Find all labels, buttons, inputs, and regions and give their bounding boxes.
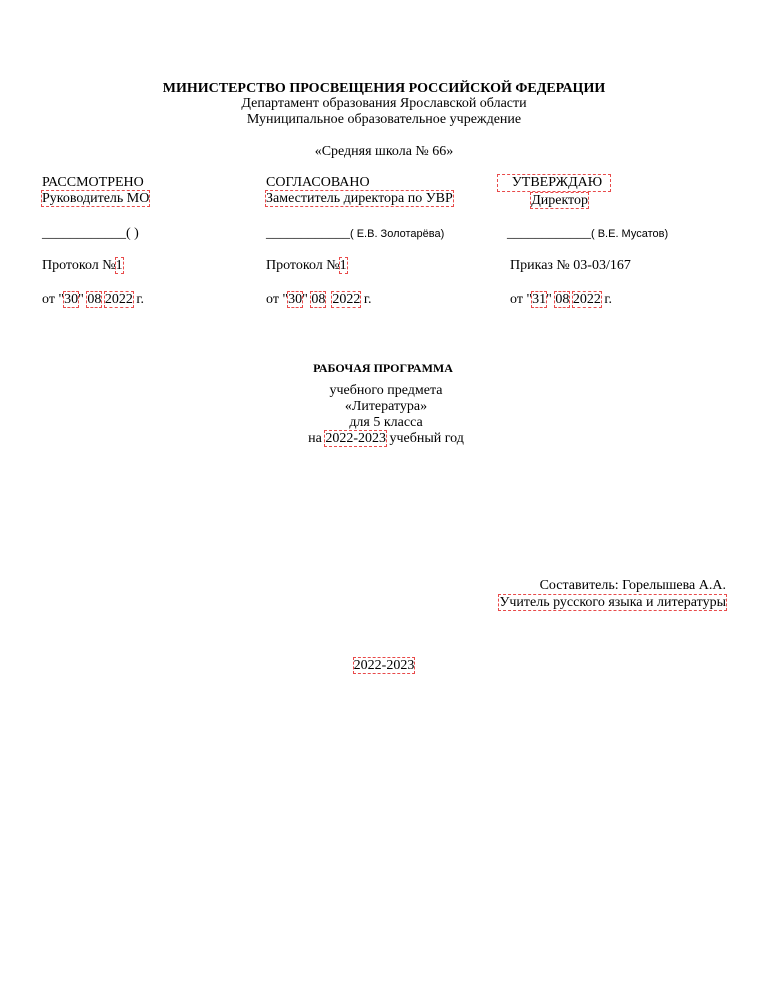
col1-protocol-label: Протокол №: [42, 258, 116, 273]
col1-date: [42, 292, 144, 308]
col1-date-year: 2022: [104, 292, 133, 307]
program-title: РАБОЧАЯ ПРОГРАММА: [313, 361, 453, 375]
program-subject-line: учебного предмета: [329, 383, 443, 398]
col3-role: [492, 193, 588, 209]
footer-years-text: 2022-2023: [353, 658, 415, 673]
col2-role-text: Заместитель директора по УВР: [266, 191, 453, 206]
col1-heading: РАССМОТРЕНО: [42, 175, 144, 190]
program-class: для 5 класса: [349, 415, 423, 430]
col2-date-day-suffix: ": [302, 292, 312, 307]
col1-date-day: 30: [64, 292, 79, 307]
col3-date-prefix: от ": [510, 292, 533, 307]
footer-years: [0, 658, 768, 674]
col1-protocol: [42, 258, 123, 274]
col2-heading: СОГЛАСОВАНО: [266, 175, 370, 190]
institution-line: Муниципальное образовательное учреждение: [246, 112, 522, 127]
col3-role-text: Директор: [531, 193, 588, 208]
program-year-range: 2022-2023: [325, 431, 386, 446]
col1-date-suffix: г.: [132, 292, 145, 307]
col2-date-year: 2022: [332, 292, 361, 307]
col3-heading-text: УТВЕРЖДАЮ: [498, 175, 610, 191]
col3-date-year: 2022: [572, 292, 601, 307]
col3-date-day: 31: [532, 292, 547, 307]
col1-date-prefix: от ": [42, 292, 65, 307]
col1-role: [42, 191, 149, 207]
col2-protocol-label: Протокол №: [266, 258, 340, 273]
school-name: «Средняя школа № 66»: [314, 144, 454, 159]
col2-signature: [266, 226, 444, 242]
col2-date-day: 30: [288, 292, 303, 307]
col2-date: [266, 292, 372, 308]
col3-order: Приказ № 03-03/167: [510, 258, 631, 273]
col2-role: [266, 191, 453, 207]
col3-date-day-suffix: ": [546, 292, 556, 307]
col2-protocol-number: 1: [339, 258, 347, 273]
col2-date-prefix: от ": [266, 292, 289, 307]
col3-date: [510, 292, 612, 308]
col1-date-day-suffix: ": [78, 292, 88, 307]
author-position-text: Учитель русского языка и литературы: [499, 595, 726, 610]
col3-date-month: 08: [555, 292, 570, 307]
col2-signature-line: ____________: [266, 226, 350, 241]
ministry-title: МИНИСТЕРСТВО ПРОСВЕЩЕНИЯ РОССИЙСКОЙ ФЕДЕРАЦИИ: [162, 81, 606, 96]
col2-protocol: [266, 258, 347, 274]
program-year-prefix: на: [308, 431, 326, 446]
col1-signature: ____________( ): [42, 226, 139, 241]
col1-role-text: Руководитель МО: [42, 191, 150, 206]
compiler-line: Составитель: Горелышева А.А.: [539, 578, 726, 593]
col3-signature-name: ( В.Е. Мусатов): [591, 228, 669, 240]
col2-date-suffix: г.: [360, 292, 372, 307]
col2-date-month: 08: [311, 292, 326, 307]
department-line: Департамент образования Ярославской области: [241, 96, 527, 111]
col1-date-month: 08: [87, 292, 102, 307]
col3-date-suffix: г.: [600, 292, 613, 307]
program-subject-name: «Литература»: [344, 399, 428, 414]
col3-heading: [492, 175, 616, 191]
col1-protocol-number: 1: [115, 258, 123, 273]
col3-signature-line: ____________: [507, 226, 591, 241]
col2-signature-name: ( Е.В. Золотарёва): [350, 228, 445, 240]
author-position: [499, 595, 726, 611]
program-year-suffix: учебный год: [386, 431, 464, 446]
program-year-line: [2, 431, 768, 447]
col3-signature: [507, 226, 668, 242]
